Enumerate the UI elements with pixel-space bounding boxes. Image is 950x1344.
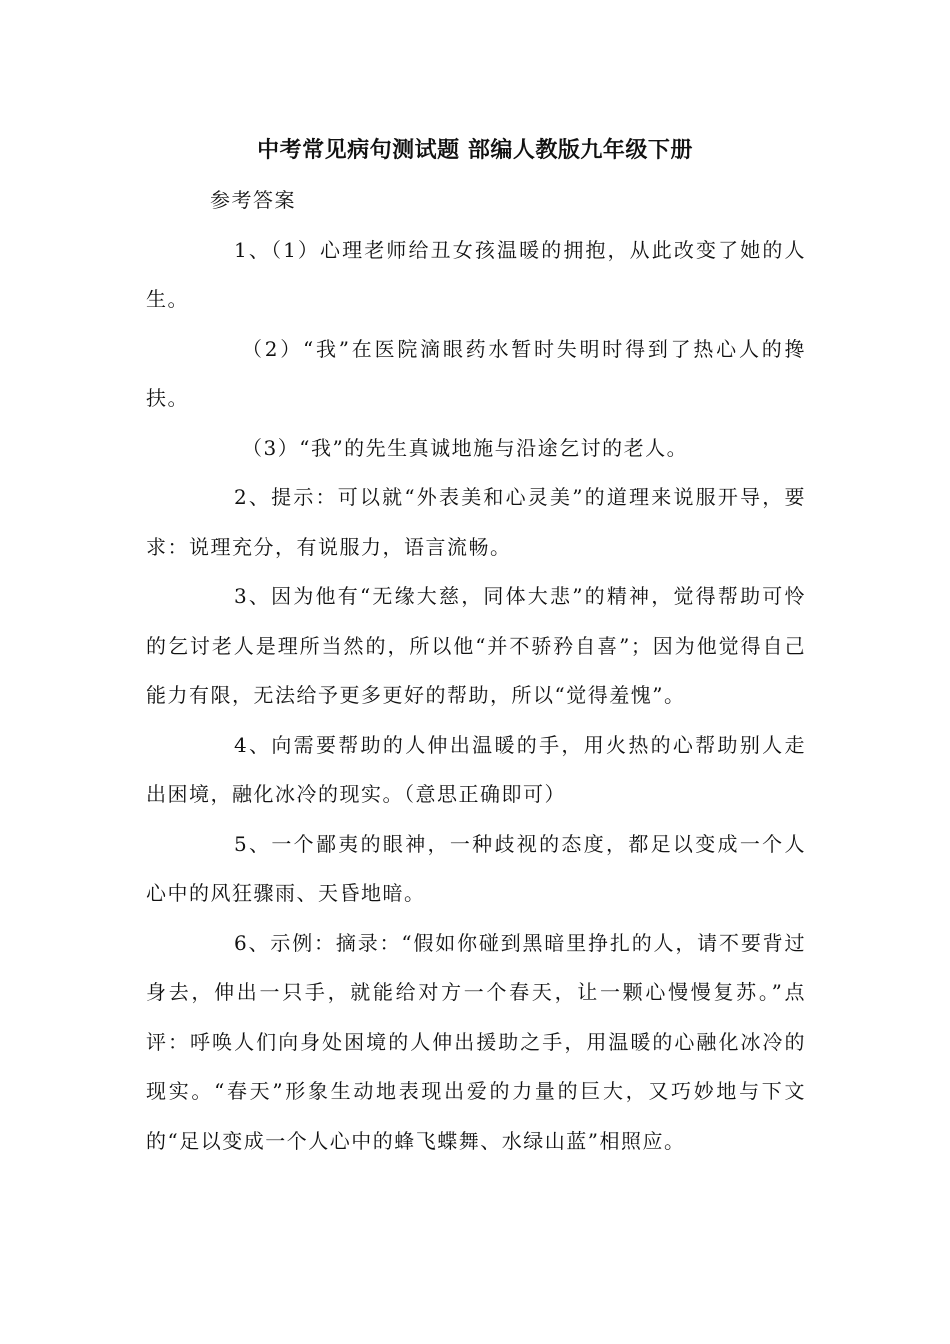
answer-paragraph: 2、提示：可以就“外表美和心灵美”的道理来说服开导，要求：说理充分，有说服力，语言流畅。 [146, 485, 806, 559]
answer-paragraph: （2）“我”在医院滴眼药水暂时失明时得到了热心人的搀扶。 [146, 336, 806, 410]
answer-paragraph: 4、向需要帮助的人伸出温暖的手，用火热的心帮助别人走出困境，融化冰冷的现实。（意思正确即可） [146, 732, 806, 806]
section-label: 参考答案 [210, 188, 296, 212]
answer-section [146, 176, 806, 1166]
document-title: 中考常见病句测试题 部编人教版九年级下册 [257, 138, 693, 163]
answer-paragraph: 6、示例：摘录：“假如你碰到黑暗里挣扎的人，请不要背过身去，伸出一只手，就能给对方一个春天，让一颗心慢慢复苏。”点评：呼唤人们向身处困境的人伸出援助之手，用温暖的心融化冰冷的现实。“春天”形象生动地表现出爱的力量的巨大，又巧妙地与下文的“足以变成一个人心中的蜂飞蝶舞、水绿山蓝”相照应。 [146, 930, 806, 1153]
answer-paragraph: 3、因为他有“无缘大慈，同体大悲”的精神，觉得帮助可怜的乞讨老人是理所当然的，所以他“并不骄矜自喜”；因为他觉得自己能力有限，无法给予更多更好的帮助，所以“觉得羞愧”。 [146, 584, 806, 707]
answer-paragraph: 1、（1）心理老师给丑女孩温暖的拥抱，从此改变了她的人生。 [146, 237, 806, 311]
answer-paragraph: （3）“我”的先生真诚地施与沿途乞讨的老人。 [242, 435, 689, 460]
answer-paragraph: 5、一个鄙夷的眼神，一种歧视的态度，都足以变成一个人心中的风狂骤雨、天昏地暗。 [146, 831, 806, 905]
